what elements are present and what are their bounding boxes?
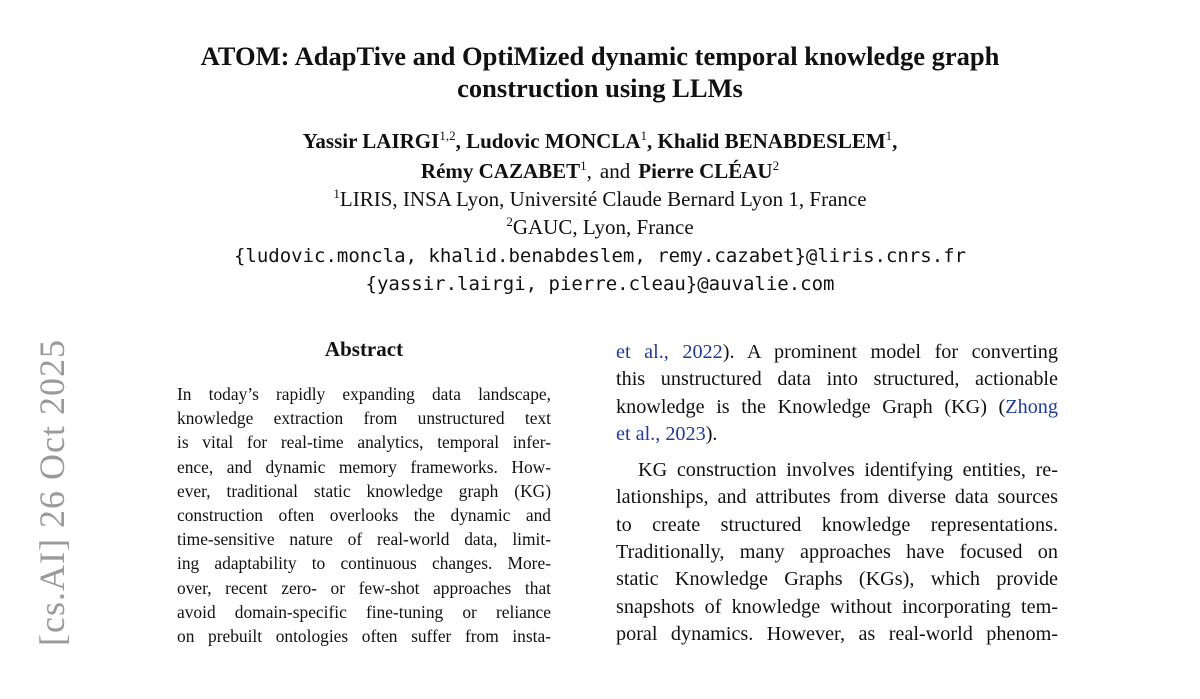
body-text: knowledge is the Knowledge Graph (KG) ( [616, 395, 1006, 418]
abstract-line: over, recent zero- or few-shot approaches that [177, 577, 551, 598]
body-line [616, 421, 1058, 448]
author-name: Pierre CLÉAU [638, 159, 773, 183]
affiliation-text: LIRIS, INSA Lyon, Université Claude Bernard Lyon 1, France [339, 187, 867, 211]
abstract-line: ing adaptability to continuous changes. More- [177, 553, 551, 574]
body-line: Traditionally, many approaches have focused on [616, 541, 1058, 564]
affiliation-mark: 1 [333, 186, 340, 201]
body-line: snapshots of knowledge without incorporating tem- [616, 595, 1058, 618]
author-list [100, 126, 1100, 186]
affiliation-mark: 2 [506, 214, 513, 229]
author-affil-mark: 1 [885, 128, 893, 143]
title-line-2: construction using LLMs [457, 73, 743, 103]
body-line [616, 339, 1058, 366]
author-affil-mark: 1 [640, 128, 647, 143]
author-name: Ludovic MONCLA [466, 129, 641, 153]
abstract-line: In today’s rapidly expanding data landscape, [177, 384, 551, 404]
abstract-line: on prebuilt ontologies often suffer from insta- [177, 626, 551, 647]
citation-link[interactable]: et al., 2022 [616, 341, 723, 363]
body-column-right [616, 339, 1058, 648]
body-line: static Knowledge Graphs (KGs), which provide [616, 568, 1058, 591]
body-line: poral dynamics. However, as real-world phenom- [616, 622, 1058, 645]
abstract-line: ence, and dynamic memory frameworks. How- [177, 456, 551, 477]
author-affil-mark: 1,2 [439, 128, 456, 143]
affiliation-2 [100, 213, 1100, 241]
body-line: to create structured knowledge representations. [616, 513, 1058, 536]
citation-link[interactable]: Zhong [1005, 395, 1058, 418]
author-line-2: Rémy CAZABET$^1$, and Pierre CLÉAU$^2$ [420, 158, 780, 183]
email-line-1: {ludovic.moncla, khalid.benabdeslem, remy.cazabet}@liris.cnrs.fr [233, 245, 967, 267]
paper-title [100, 40, 1100, 104]
body-text: ). [705, 422, 718, 445]
body-line: lationships, and attributes from diverse data sources [616, 486, 1058, 509]
arxiv-side-stamp: [cs.AI] 26 Oct 2025 [32, 339, 72, 646]
author-affil-mark: 2 [772, 158, 780, 173]
abstract-line: time-sensitive nature of real-world data, limit- [177, 529, 551, 550]
abstract-line: construction often overlooks the dynamic and [177, 505, 551, 526]
body-line: KG construction involves identifying entities, re- [638, 459, 1058, 482]
author-name: Khalid BENABDESLEM [657, 129, 886, 153]
author-affil-mark: 1 [580, 158, 587, 173]
abstract-body [177, 382, 551, 648]
body-line [616, 394, 1058, 421]
author-name: Yassir LAIRGI [302, 129, 440, 153]
abstract-line: avoid domain-specific fine-tuning or reliance [177, 601, 551, 622]
body-line: this unstructured data into structured, actionable [616, 368, 1058, 391]
abstract-line: is vital for real-time analytics, temporal infer- [177, 432, 551, 453]
affiliation-text: GAUC, Lyon, France [512, 215, 694, 239]
abstract-heading: Abstract [324, 337, 404, 361]
email-line-2: {yassir.lairgi, pierre.cleau}@auvalie.com [365, 273, 835, 295]
abstract-line: knowledge extraction from unstructured text [177, 408, 551, 429]
citation-link[interactable]: et al., 2023 [616, 422, 706, 445]
author-name: Rémy CAZABET [420, 159, 581, 183]
title-line-1: ATOM: AdapTive and OptiMized dynamic temporal knowledge graph [200, 41, 1000, 71]
author-conjunction: and [599, 159, 631, 183]
body-text: ). A prominent model for converting [722, 341, 1058, 363]
author-line-1: Yassir LAIRGI$^{1,2}$, Ludovic MONCLA$^1$, Khalid BENABDESLEM$^1$, [302, 128, 898, 153]
abstract-line: ever, traditional static knowledge graph (KG) [177, 480, 551, 501]
affiliation-1 [100, 185, 1100, 213]
